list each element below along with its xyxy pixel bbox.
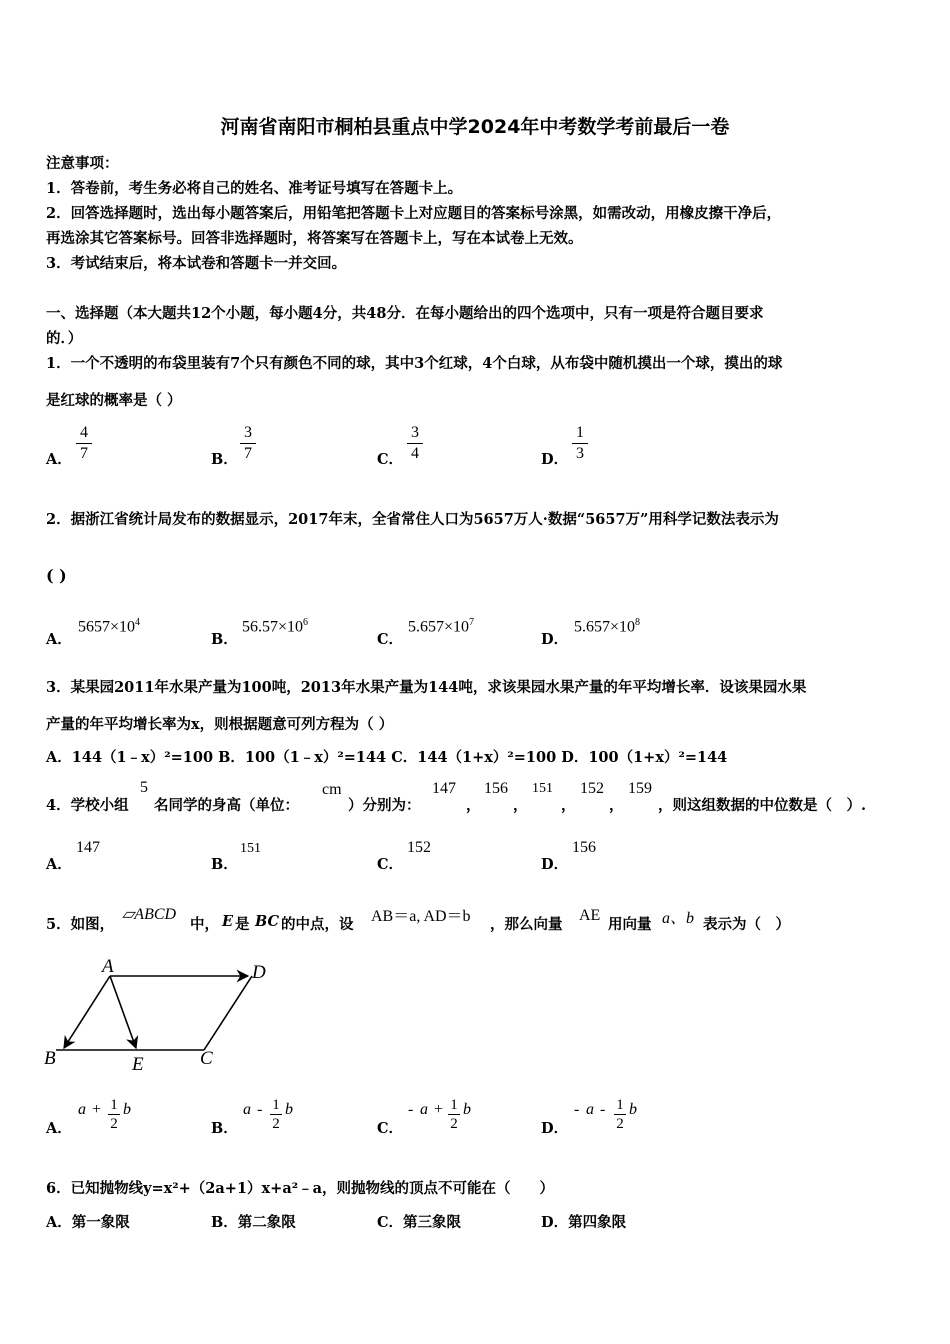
option-text: C．第三象限: [377, 1214, 462, 1231]
q4-value-5: 159: [628, 780, 652, 797]
option-label: B．: [211, 856, 238, 873]
q5-parallelogram: ▱ABCD: [122, 906, 177, 923]
q5-prefix: 5．如图，: [46, 916, 115, 933]
notice-line-2b: 再选涂其它答案标号。回答非选择题时，将答案写在答题卡上，写在本试卷上无效。: [46, 230, 583, 247]
q5-text: ，那么向量: [490, 916, 563, 933]
vector-b: b: [123, 1101, 131, 1118]
option-label: D．: [541, 631, 569, 648]
q3-option-a[interactable]: A．144（1﹣x）²=100: [46, 749, 214, 766]
q6-stem: 6．已知抛物线y=x²+（2a+1）x+a²﹣a，则抛物线的顶点不可能在（ ）: [46, 1180, 554, 1197]
q3-options-row: [46, 746, 727, 767]
q4-count: 5: [140, 779, 148, 796]
option-text: D．第四象限: [541, 1214, 627, 1231]
q4-value-2: 156: [484, 780, 508, 797]
fraction: 1 2: [448, 1096, 460, 1133]
q3-stem-line-2: 产量的年平均增长率为x，则根据题意可列方程为（ ）: [46, 716, 394, 733]
q4-after-unit: ）分别为：: [348, 797, 421, 814]
section-heading-line-2: 的．）: [46, 330, 83, 347]
q5-vector-ae: AE: [579, 907, 601, 924]
q1-stem-line-2: 是红球的概率是（ ）: [46, 392, 182, 409]
q3-option-c[interactable]: C．144（1+x）²=100: [391, 749, 557, 766]
option-label: A．: [46, 631, 72, 648]
q5-segment-bc: BC: [255, 913, 280, 930]
q3-option-d[interactable]: D．100（1+x）²=144: [561, 749, 728, 766]
option-label: B．: [211, 1120, 238, 1137]
fraction: 1 2: [614, 1096, 626, 1133]
q5-text: 是: [235, 916, 250, 933]
notice-heading: 注意事项：: [46, 155, 119, 172]
parallelogram-figure: [40, 952, 280, 1077]
option-value: $5657\times 10^4$: [78, 617, 141, 636]
q5-vector-equation: AB＝a, AD＝b: [371, 908, 471, 925]
q4-mid: 名同学的身高（单位：: [154, 797, 299, 814]
option-label: B．: [211, 631, 238, 648]
q4-sep: ，: [513, 797, 528, 814]
vector-a: a: [420, 1101, 428, 1118]
operator: -: [600, 1101, 606, 1118]
operator: -: [257, 1101, 263, 1118]
q2-stem-line-1: 2．据浙江省统计局发布的数据显示，2017年末，全省常住人口为5657万人·数据“5657万”用科学记数法表示为: [46, 511, 779, 528]
q3-option-b[interactable]: B．100（1﹣x）²=144: [218, 749, 387, 766]
fraction: 3 7: [240, 423, 256, 464]
fraction: 3 4: [407, 423, 423, 464]
label-d: D: [252, 962, 266, 983]
fraction: 4 7: [76, 423, 92, 464]
option-label: C．: [377, 631, 404, 648]
q4-unit: cm: [322, 781, 342, 798]
option-value: $5.657\times 10^7$: [408, 617, 475, 636]
label-c: C: [200, 1048, 213, 1069]
q4-sep: ，: [466, 797, 481, 814]
vector-b: b: [285, 1101, 293, 1118]
vector-b: b: [629, 1101, 637, 1118]
q2-stem-line-2: ( ): [46, 566, 67, 585]
fraction: 1 2: [108, 1096, 120, 1133]
option-label: C．: [377, 451, 404, 468]
option-value: 156: [572, 839, 596, 856]
vector-a: a: [78, 1101, 86, 1118]
q1-stem-line-1: 1．一个不透明的布袋里装有7个只有颜色不同的球，其中3个红球，4个白球，从布袋中随机摸出一个球，摸出的球: [46, 355, 783, 372]
q4-value-4: 152: [580, 780, 604, 797]
label-e: E: [132, 1054, 144, 1075]
option-label: C．: [377, 856, 404, 873]
q4-sep: ，: [609, 797, 624, 814]
option-label: B．: [211, 451, 238, 468]
q4-value-1: 147: [432, 780, 456, 797]
section-heading-line-1: 一、选择题（本大题共12个小题，每小题4分，共48分．在每小题给出的四个选项中，只有一项是符合题目要求: [46, 305, 764, 322]
segment-cd: [204, 976, 252, 1050]
q5-text: 用向量: [608, 916, 652, 933]
option-label: D．: [541, 451, 569, 468]
option-value: 147: [76, 839, 100, 856]
q4-suffix: ，则这组数据的中位数是（ ）.: [658, 797, 867, 814]
sign: -: [408, 1101, 414, 1118]
q5-text: 的中点，设: [281, 916, 354, 933]
option-label: D．: [541, 1120, 569, 1137]
vector-b: b: [463, 1101, 471, 1118]
option-text: B．第二象限: [211, 1214, 296, 1231]
fraction: 1 3: [572, 423, 588, 464]
q5-suffix: 表示为（ ）: [703, 916, 790, 933]
vector-a: a: [243, 1101, 251, 1118]
option-label: A．: [46, 451, 72, 468]
q4-value-3: 151: [532, 781, 553, 796]
option-value: $56.57\times 10^6$: [242, 617, 309, 636]
fraction: 1 2: [270, 1096, 282, 1133]
sign: -: [574, 1101, 580, 1118]
notice-line-3: 3．考试结束后，将本试卷和答题卡一并交回。: [46, 255, 347, 272]
vector-a: a: [586, 1101, 594, 1118]
option-text: A．第一象限: [46, 1214, 130, 1231]
operator: +: [92, 1101, 102, 1118]
vector-ae: [110, 976, 136, 1048]
q4-sep: ，: [561, 797, 576, 814]
option-value: 152: [407, 839, 431, 856]
page-title: 河南省南阳市桐柏县重点中学2024年中考数学考前最后一卷: [220, 116, 730, 138]
q5-vectors-ab: a、b: [662, 910, 695, 927]
option-label: D．: [541, 856, 569, 873]
vector-ab: [64, 976, 110, 1048]
option-label: C．: [377, 1120, 404, 1137]
notice-line-1: 1．答卷前，考生务必将自己的姓名、准考证号填写在答题卡上。: [46, 180, 463, 197]
q5-point-e: E: [222, 913, 234, 930]
option-label: A．: [46, 1120, 72, 1137]
option-value: $5.657\times 10^8$: [574, 617, 641, 636]
q3-stem-line-1: 3．某果园2011年水果产量为100吨，2013年水果产量为144吨，求该果园水果产量的年平均增长率．设该果园水果: [46, 679, 807, 696]
label-a: A: [102, 956, 114, 977]
notice-line-2a: 2．回答选择题时，选出每小题答案后，用铅笔把答题卡上对应题目的答案标号涂黑，如需改动，用橡皮擦干净后，: [46, 205, 782, 222]
operator: +: [434, 1101, 444, 1118]
option-value: 151: [240, 841, 261, 856]
option-label: A．: [46, 856, 72, 873]
label-b: B: [44, 1048, 56, 1069]
q4-prefix: 4．学校小组: [46, 797, 129, 814]
q5-text: 中，: [190, 916, 219, 933]
